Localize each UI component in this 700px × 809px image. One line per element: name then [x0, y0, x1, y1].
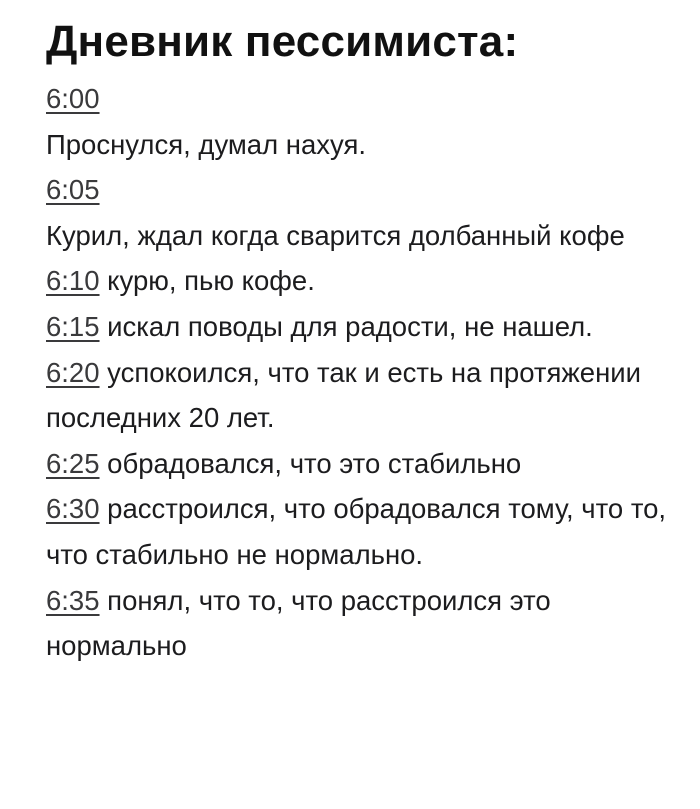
entry-0610: [46, 258, 686, 304]
time-link[interactable]: 6:05: [46, 174, 100, 206]
time-link[interactable]: 6:10: [46, 265, 100, 297]
time-link[interactable]: 6:00: [46, 83, 100, 114]
time-link[interactable]: 6:15: [46, 310, 100, 342]
entry-text: курю, пью кофе.: [99, 265, 315, 297]
entry-text: искал поводы для радости, не нашел.: [99, 310, 593, 342]
note-body[interactable]: [46, 76, 686, 669]
entry-0605: [46, 167, 686, 258]
entry-text: обрадовался, что это стабильно: [99, 447, 522, 479]
entry-text: расстроился, что обрадовался тому, что то, что стабильно не нормально.: [46, 493, 667, 570]
entry-text: Курил, ждал когда сварится долбанный кофе: [46, 219, 625, 251]
entry-0635: [46, 578, 686, 669]
time-link[interactable]: 6:20: [46, 356, 100, 388]
time-link[interactable]: 6:30: [46, 493, 100, 525]
entry-text: успокоился, что так и есть на протяжении последних 20 лет.: [46, 356, 642, 434]
note-content: [46, 14, 686, 669]
entry-0625: [46, 441, 686, 487]
entry-text: Проснулся, думал нахуя.: [46, 128, 366, 160]
entry-0630: [46, 486, 686, 577]
time-link[interactable]: 6:35: [46, 584, 100, 616]
note-title[interactable]: Дневник пессимиста:: [46, 17, 519, 66]
time-link[interactable]: 6:25: [46, 447, 100, 479]
entry-text: понял, что то, что расстроился это нормально: [46, 584, 551, 662]
entry-0615: [46, 304, 686, 350]
entry-0600: [46, 76, 686, 167]
entry-0620: [46, 350, 686, 441]
